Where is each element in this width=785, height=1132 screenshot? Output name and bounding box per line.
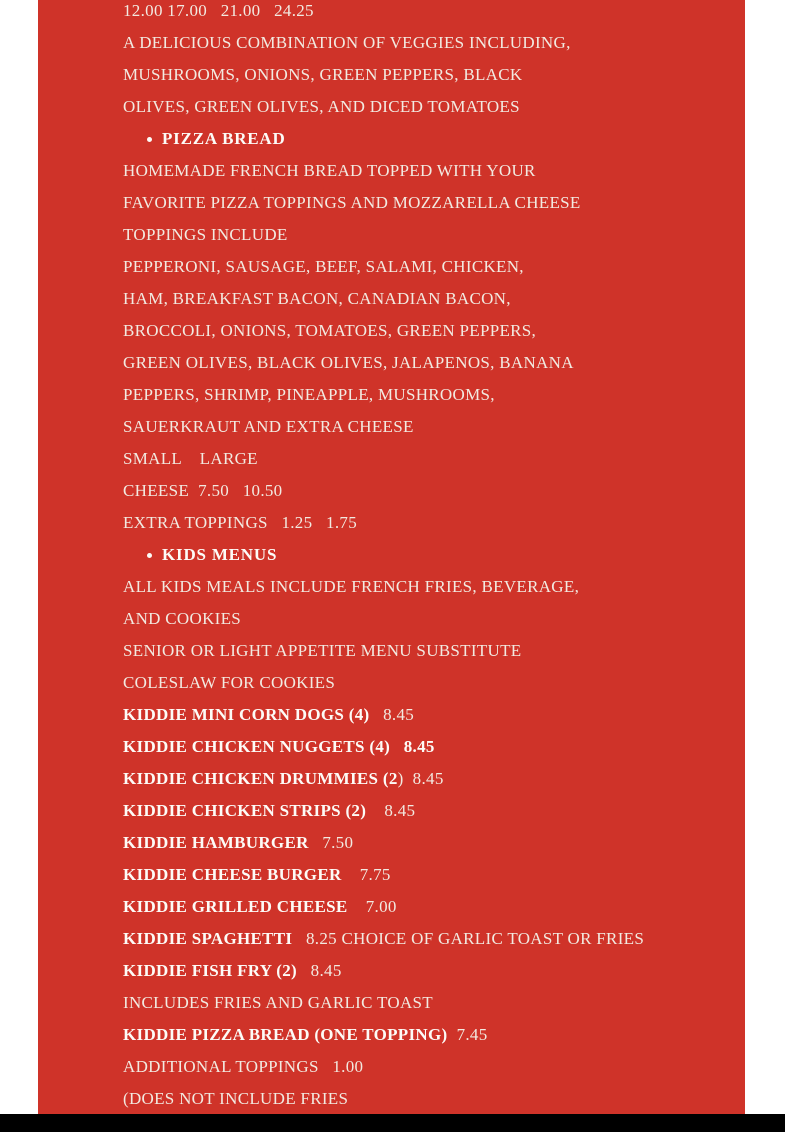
- menu-text-line: COLESLAW FOR COOKIES: [123, 673, 336, 692]
- menu-item-name: KIDDIE CHICKEN NUGGETS (4) 8.45: [123, 737, 435, 756]
- menu-item-name: KIDDIE HAMBURGER: [123, 833, 309, 852]
- menu-item-price: 8.45: [297, 961, 342, 980]
- menu-item-name: KIDDIE CHICKEN STRIPS (2): [123, 801, 367, 820]
- menu-item-name: KIDDIE GRILLED CHEESE: [123, 897, 348, 916]
- menu-item-line: [123, 859, 733, 891]
- menu-item-line: [123, 827, 733, 859]
- menu-item-price: ) 8.45: [397, 769, 444, 788]
- menu-text-line: INCLUDES FRIES AND GARLIC TOAST: [123, 993, 433, 1012]
- menu-text-line: PEPPERONI, SAUSAGE, BEEF, SALAMI, CHICKEN,: [123, 257, 524, 276]
- menu-item-name: KIDDIE FISH FRY (2): [123, 961, 298, 980]
- menu-text-line: TOPPINGS INCLUDE: [123, 225, 288, 244]
- menu-item-price: 7.45: [447, 1025, 488, 1044]
- menu-text-line: AND COOKIES: [123, 609, 242, 628]
- menu-item-name: KIDDIE CHICKEN DRUMMIES (2: [123, 769, 398, 788]
- menu-item-name: KIDDIE CHEESE BURGER: [123, 865, 342, 884]
- menu-item-line: [123, 763, 733, 795]
- menu-item-line: [123, 891, 733, 923]
- menu-text-line: SAUERKRAUT AND EXTRA CHEESE: [123, 417, 414, 436]
- menu-text-line: (DOES NOT INCLUDE FRIES: [123, 1089, 349, 1108]
- menu-text-line: HAM, BREAKFAST BACON, CANADIAN BACON,: [123, 289, 511, 308]
- menu-panel: [38, 0, 745, 1114]
- menu-text-line: SMALL LARGE: [123, 449, 258, 468]
- menu-text-line: BROCCOLI, ONIONS, TOMATOES, GREEN PEPPERS,: [123, 321, 537, 340]
- menu-text-line: EXTRA TOPPINGS 1.25 1.75: [123, 513, 357, 532]
- menu-item-line: [123, 731, 733, 763]
- bottom-bar: [0, 1114, 785, 1132]
- menu-text-line: SENIOR OR LIGHT APPETITE MENU SUBSTITUTE: [123, 641, 522, 660]
- menu-item-line: [123, 699, 733, 731]
- menu-item-name: KIDDIE PIZZA BREAD (ONE TOPPING): [123, 1025, 448, 1044]
- menu-item-name: KIDDIE MINI CORN DOGS (4): [123, 705, 370, 724]
- menu-text-line: HOMEMADE FRENCH BREAD TOPPED WITH YOUR: [123, 161, 536, 180]
- menu-section-heading-label: KIDS MENUS: [162, 545, 278, 564]
- menu-section-heading: [123, 539, 733, 571]
- menu-text-line: ALL KIDS MEALS INCLUDE FRENCH FRIES, BEVERAGE,: [123, 577, 580, 596]
- menu-text-line: GREEN OLIVES, BLACK OLIVES, JALAPENOS, BANANA: [123, 353, 574, 372]
- menu-content: [123, 0, 733, 1115]
- menu-item-line: [123, 1019, 733, 1051]
- menu-text-line: CHEESE 7.50 10.50: [123, 481, 283, 500]
- menu-section-heading: [123, 123, 733, 155]
- menu-text-line: A DELICIOUS COMBINATION OF VEGGIES INCLUDING,: [123, 33, 571, 52]
- menu-item-price: 8.25 CHOICE OF GARLIC TOAST OR FRIES: [292, 929, 645, 948]
- menu-text-line: FAVORITE PIZZA TOPPINGS AND MOZZARELLA CHEESE: [123, 193, 581, 212]
- menu-text-line: MUSHROOMS, ONIONS, GREEN PEPPERS, BLACK: [123, 65, 523, 84]
- menu-text-line: 12.00 17.00 21.00 24.25: [123, 1, 314, 20]
- menu-text-line: ADDITIONAL TOPPINGS 1.00: [123, 1057, 364, 1076]
- bullet-icon: [147, 137, 152, 142]
- menu-text-line: OLIVES, GREEN OLIVES, AND DICED TOMATOES: [123, 97, 520, 116]
- menu-item-name: KIDDIE SPAGHETTI: [123, 929, 293, 948]
- menu-item-price: 7.50: [308, 833, 354, 852]
- menu-item-price: 7.00: [347, 897, 397, 916]
- bullet-icon: [147, 553, 152, 558]
- menu-item-price: 8.45: [366, 801, 416, 820]
- menu-item-line: [123, 955, 733, 987]
- menu-item-price: 7.75: [341, 865, 391, 884]
- menu-item-line: [123, 923, 733, 955]
- menu-item-line: [123, 795, 733, 827]
- menu-section-heading-label: PIZZA BREAD: [162, 129, 286, 148]
- menu-text-line: PEPPERS, SHRIMP, PINEAPPLE, MUSHROOMS,: [123, 385, 495, 404]
- menu-item-price: 8.45: [369, 705, 415, 724]
